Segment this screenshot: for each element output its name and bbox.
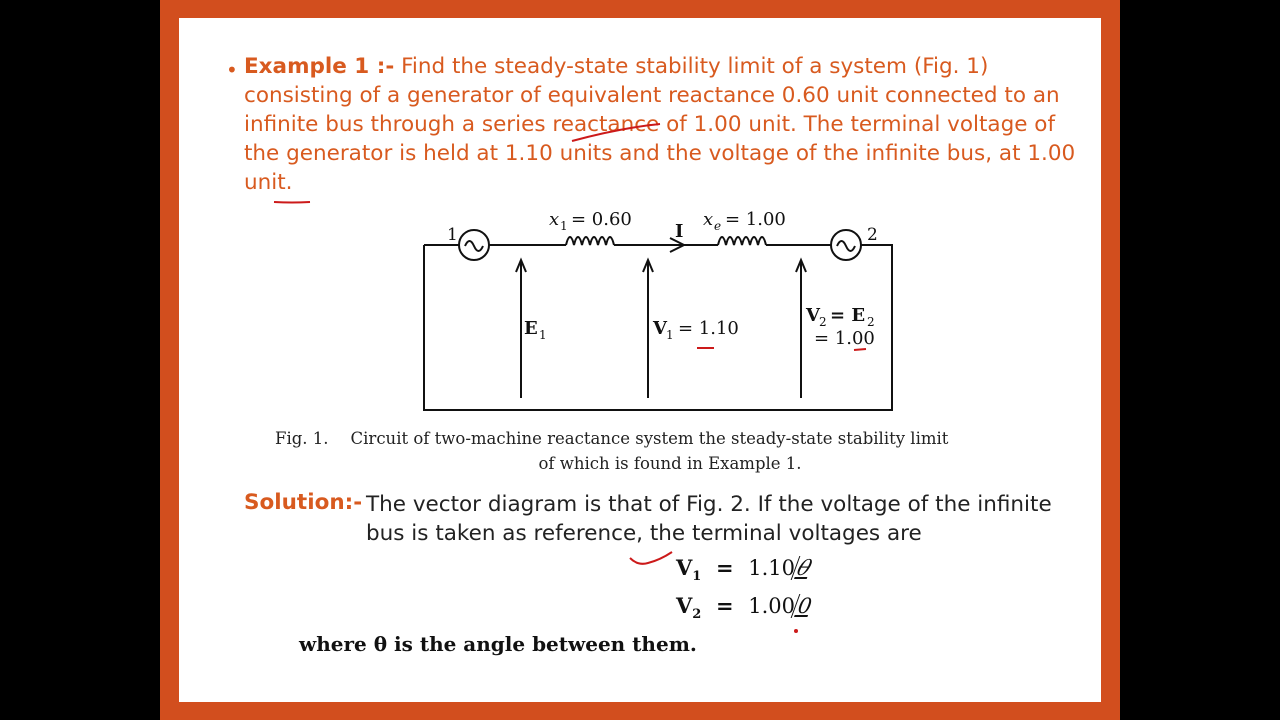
node-2-label: 2 [867,225,878,245]
x1-label [549,209,632,233]
v1-label [652,318,739,342]
angle-theta: θ [791,556,817,580]
annotation-dot [794,629,798,633]
equation-v2: $V_2 = 1.000$ [676,593,816,623]
svg-text:x: x [549,209,560,230]
caption-fig-label: Fig. 1. [275,429,329,448]
svg-text:= E: = E [830,305,866,326]
current-label: I [675,221,684,242]
sine-2 [837,241,855,251]
svg-text:V: V [806,305,820,326]
svg-text:= 1.00: = 1.00 [725,209,786,230]
sine-1 [465,241,483,251]
angle-zero: 0 [791,594,818,618]
e1-label [524,318,547,342]
example-label: Example 1 :- [244,54,395,79]
arrow-v2 [796,260,806,398]
figure-caption [275,426,1045,476]
bullet: • [226,58,238,82]
v2-label [805,305,875,349]
annotation-underline-unit [274,202,310,203]
annotation-check [630,552,672,564]
svg-text:1: 1 [560,219,568,233]
solution-text: The vector diagram is that of Fig. 2. If the voltage of the infinite bus is taken as reference, the terminal voltages are [366,492,1052,546]
svg-text:= 1.00: = 1.00 [814,328,875,349]
equation-v1: $V_1 = 1.10\theta$ [676,555,815,585]
arrow-v1 [643,260,653,398]
xe-label [703,209,786,233]
example-text: Find the steady-state stability limit of a system (Fig. 1) consisting of a generator of equivalent reactance 0.60 unit connected to an infinite bus through a series reactance of 1.00 unit. The terminal voltage of the generator is held at 1.10 units and the voltage of the infinite bus, at 1.00 unit. [244,54,1076,195]
circuit-diagram [400,200,920,420]
svg-text:2: 2 [867,315,875,329]
svg-text:2: 2 [819,315,827,329]
solution-label: Solution:- [244,490,363,515]
svg-text:= 0.60: = 0.60 [571,209,632,230]
node-1-label: 1 [447,225,458,245]
svg-text:= 1.10: = 1.10 [678,318,739,339]
svg-text:x: x [703,209,714,230]
inductor-x1 [566,237,614,245]
svg-text:e: e [714,219,722,233]
svg-text:1: 1 [539,328,547,342]
caption-line-2: of which is found in Example 1. [538,454,802,473]
caption-line-1: Circuit of two-machine reactance system the steady-state stability limit [350,429,949,448]
inductor-xe [718,237,766,245]
svg-text:E: E [524,318,538,339]
annotation-underline-reactance [572,124,660,141]
svg-text:1: 1 [666,328,674,342]
svg-text:V: V [653,318,667,339]
where-text: where θ is the angle between them. [299,632,697,656]
